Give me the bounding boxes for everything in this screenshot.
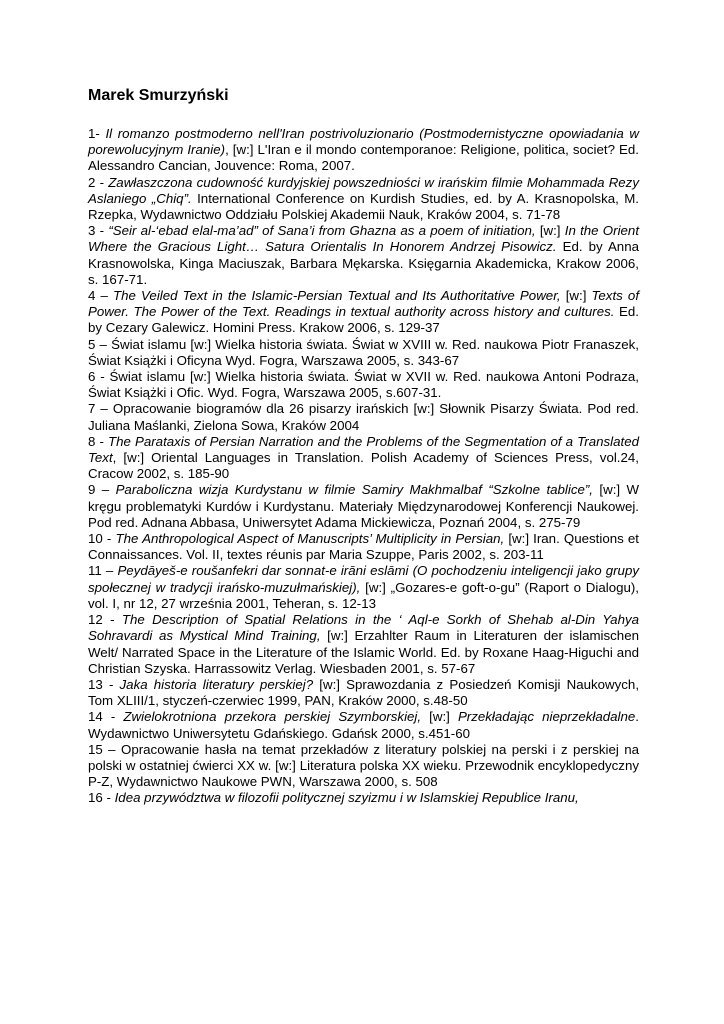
entry-number: 8 - [88,433,108,449]
entry-title: The Anthropological Aspect of Manuscripts’ Multiplicity in Persian, [115,531,505,547]
entry-number: 4 – [88,288,114,304]
entry-details: [w:] [560,288,592,304]
entry-title: The Veiled Text in the Islamic-Persian Textual and Its Authoritative Power, [113,288,561,304]
entry-number: 9 – [88,482,116,498]
publication-entry [88,790,639,806]
entry-source-details: Ed. by Anna Krasnowolska, Kinga Maciuszak, Barbara Mękarska. Księgarnia Akademicka, Krakow 2006, s. 167-71. [88,239,639,287]
entry-details: [w:] „Gozares-e goft-o-gu” (Raport o Dialogu), vol. I, nr 12, 27 września 2001, Teheran, s. 12-13 [88,579,640,611]
entry-number: 14 - [88,709,124,725]
entry-number: 2 - [88,174,109,190]
entry-details: International Conference on Kurdish Studies, ed. by A. Krasnopolska, M. Rzepka, Wydawnictwo Oddziału Polskiej Akademii Nauk, Kraków 2004, s. 71-78 [88,190,639,223]
publication-entry [88,709,639,741]
publication-entry [88,175,639,224]
entry-number: 11 – [88,563,118,579]
document-page [88,86,639,807]
entry-number: 12 - [88,612,122,628]
entry-details: Świat islamu [w:] Wielka historia świata. Świat w XVII w. Red. naukowa Antoni Podraza, Świat Książki i Ofic. Wyd. Fogra, Warszawa 2005, s.607-31. [88,369,639,401]
publication-entry [88,337,639,369]
entry-details: , [w:] L'Iran e il mondo contemporanoe: Religione, politica, societ? Ed. Alessandro Cancian, Jouvence: Roma, 2007. [88,142,639,174]
publication-entry [88,126,639,175]
entry-number: 7 – [88,401,113,417]
entry-title: The Description of Spatial Relations in the ‘ Aql-e Sorkh of Shehab al-Din Yahya Sohravardi as Mystical Mind Training, [88,612,640,644]
entry-number: 16 - [88,790,115,806]
entry-number: 10 - [88,531,116,547]
entry-details: Opracowanie hasła na temat przekładów z literatury polskiej na perski i z perskiej na polski w ostatniej ćwierci XX w. [w:] Literatura polska XX wieku. Przewodnik encyklopedyczny P-Z, Wydawnictwo Naukowe PWN, Warszawa 2000, s. 508 [88,741,639,790]
entry-details: [w:] W kręgu problematyki Kurdów i Kurdystanu. Materiały Międzynarodowej Konferencji Naukowej. Pod red. Adnana Abbasa, Uniwersytet Adama Mickiewicza, Poznań 2004, s. 275-79 [88,482,640,530]
entry-title: Peydāyeš-e roušanfekri dar sonnat-e irāni eslāmi (O pochodzeniu inteligencji jako grupy społecznej w tradycji irańsko-muzułmańskiej), [88,563,639,595]
entry-number: 15 – [88,741,121,757]
entry-number: 5 – [88,336,112,352]
publication-entry [88,677,639,709]
publication-list [88,126,639,807]
entry-title: Idea przywództwa w filozofii politycznej szyizmu i w Islamskiej Republice Iranu, [114,790,579,806]
entry-details: , [w:] Oriental Languages in Translation. Polish Academy of Sciences Press, vol.24, Cracow 2002, s. 185-90 [88,450,639,482]
entry-details: [w:] Sprawozdania z Posiedzeń Komisji Naukowych, Tom XLIII/1, styczeń-czerwiec 1999, PAN, Kraków 2000, s.48-50 [88,676,640,709]
publication-entry [88,369,639,401]
entry-title: Zawłaszczona cudowność kurdyjskiej powszedniości w irańskim filmie Mohammada Rezy Aslaniego „Chiq”. [88,174,639,206]
entry-details: [w:] [535,223,565,239]
entry-title: Paraboliczna wizja Kurdystanu w filmie Samiry Makhmalbaf “Szkolne tablice”, [115,482,594,498]
entry-title: Zwielokrotniona przekora perskiej Szymborskiej, [123,709,422,725]
publication-entry [88,612,639,677]
publication-entry [88,223,639,288]
entry-source-details: . Wydawnictwo Uniwersytetu Gdańskiego. Gdańsk 2000, s.451-60 [88,709,639,741]
entry-number: 1- [88,126,106,141]
entry-source-title: Przekładając nieprzekładalne [457,709,636,725]
publication-entry [88,563,639,612]
publication-entry [88,434,639,483]
entry-source-title: In the Orient Where the Gracious Light… Satura Orientalis In Honorem Andrzej Pisowicz. [88,223,640,255]
publication-entry [88,482,639,531]
entry-details: Opracowanie biogramów dla 26 pisarzy irańskich [w:] Słownik Pisarzy Świata. Pod red. Juliana Maślanki, Zielona Sowa, Kraków 2004 [88,401,639,433]
entry-source-title: Texts of Power. The Power of the Text. Readings in textual authority across history and cultures. [88,288,640,320]
publication-entry [88,742,639,791]
entry-number: 13 - [88,676,120,692]
publication-entry [88,288,639,337]
entry-title: Il romanzo postmoderno nell'Iran postrivoluzionario (Postmodernistyczne opowiadania w porewolucyjnym Iranie) [88,126,639,158]
entry-title: “Seir al-‘ebad elal-ma’ad” of Sana’i from Ghazna as a poem of initiation, [108,223,536,239]
entry-details: [w:] Iran. Questions et Connaissances. Vol. II, textes réunis par Maria Szuppe, Paris 2002, s. 203-11 [88,531,640,563]
entry-details: Świat islamu [w:] Wielka historia świata. Świat w XVIII w. Red. naukowa Piotr Franaszek, Świat Książki i Oficyna Wyd. Fogra, Warszawa 2005, s. 343-67 [88,336,639,368]
entry-details: [w:] Erzahlter Raum in Literaturen der islamischen Welt/ Narrated Space in the Literature of the Islamic World. Ed. by Roxane Haag-Higuchi and Christian Szyska. Harrassowitz Verlag. Wiesbaden 2001, s. 57-67 [88,628,639,676]
entry-title: The Parataxis of Persian Narration and the Problems of the Segmentation of a Translated Text [88,433,639,466]
author-name: Marek Smurzyński [88,87,229,104]
publication-entry [88,531,639,563]
entry-title: Jaka historia literatury perskiej? [119,676,314,692]
entry-details: [w:] [421,709,458,725]
publication-entry [88,401,639,433]
entry-source-details: Ed. by Cezary Galewicz. Homini Press. Krakow 2006, s. 129-37 [88,304,639,336]
entry-number: 6 - [88,369,110,385]
entry-number: 3 - [88,223,109,239]
